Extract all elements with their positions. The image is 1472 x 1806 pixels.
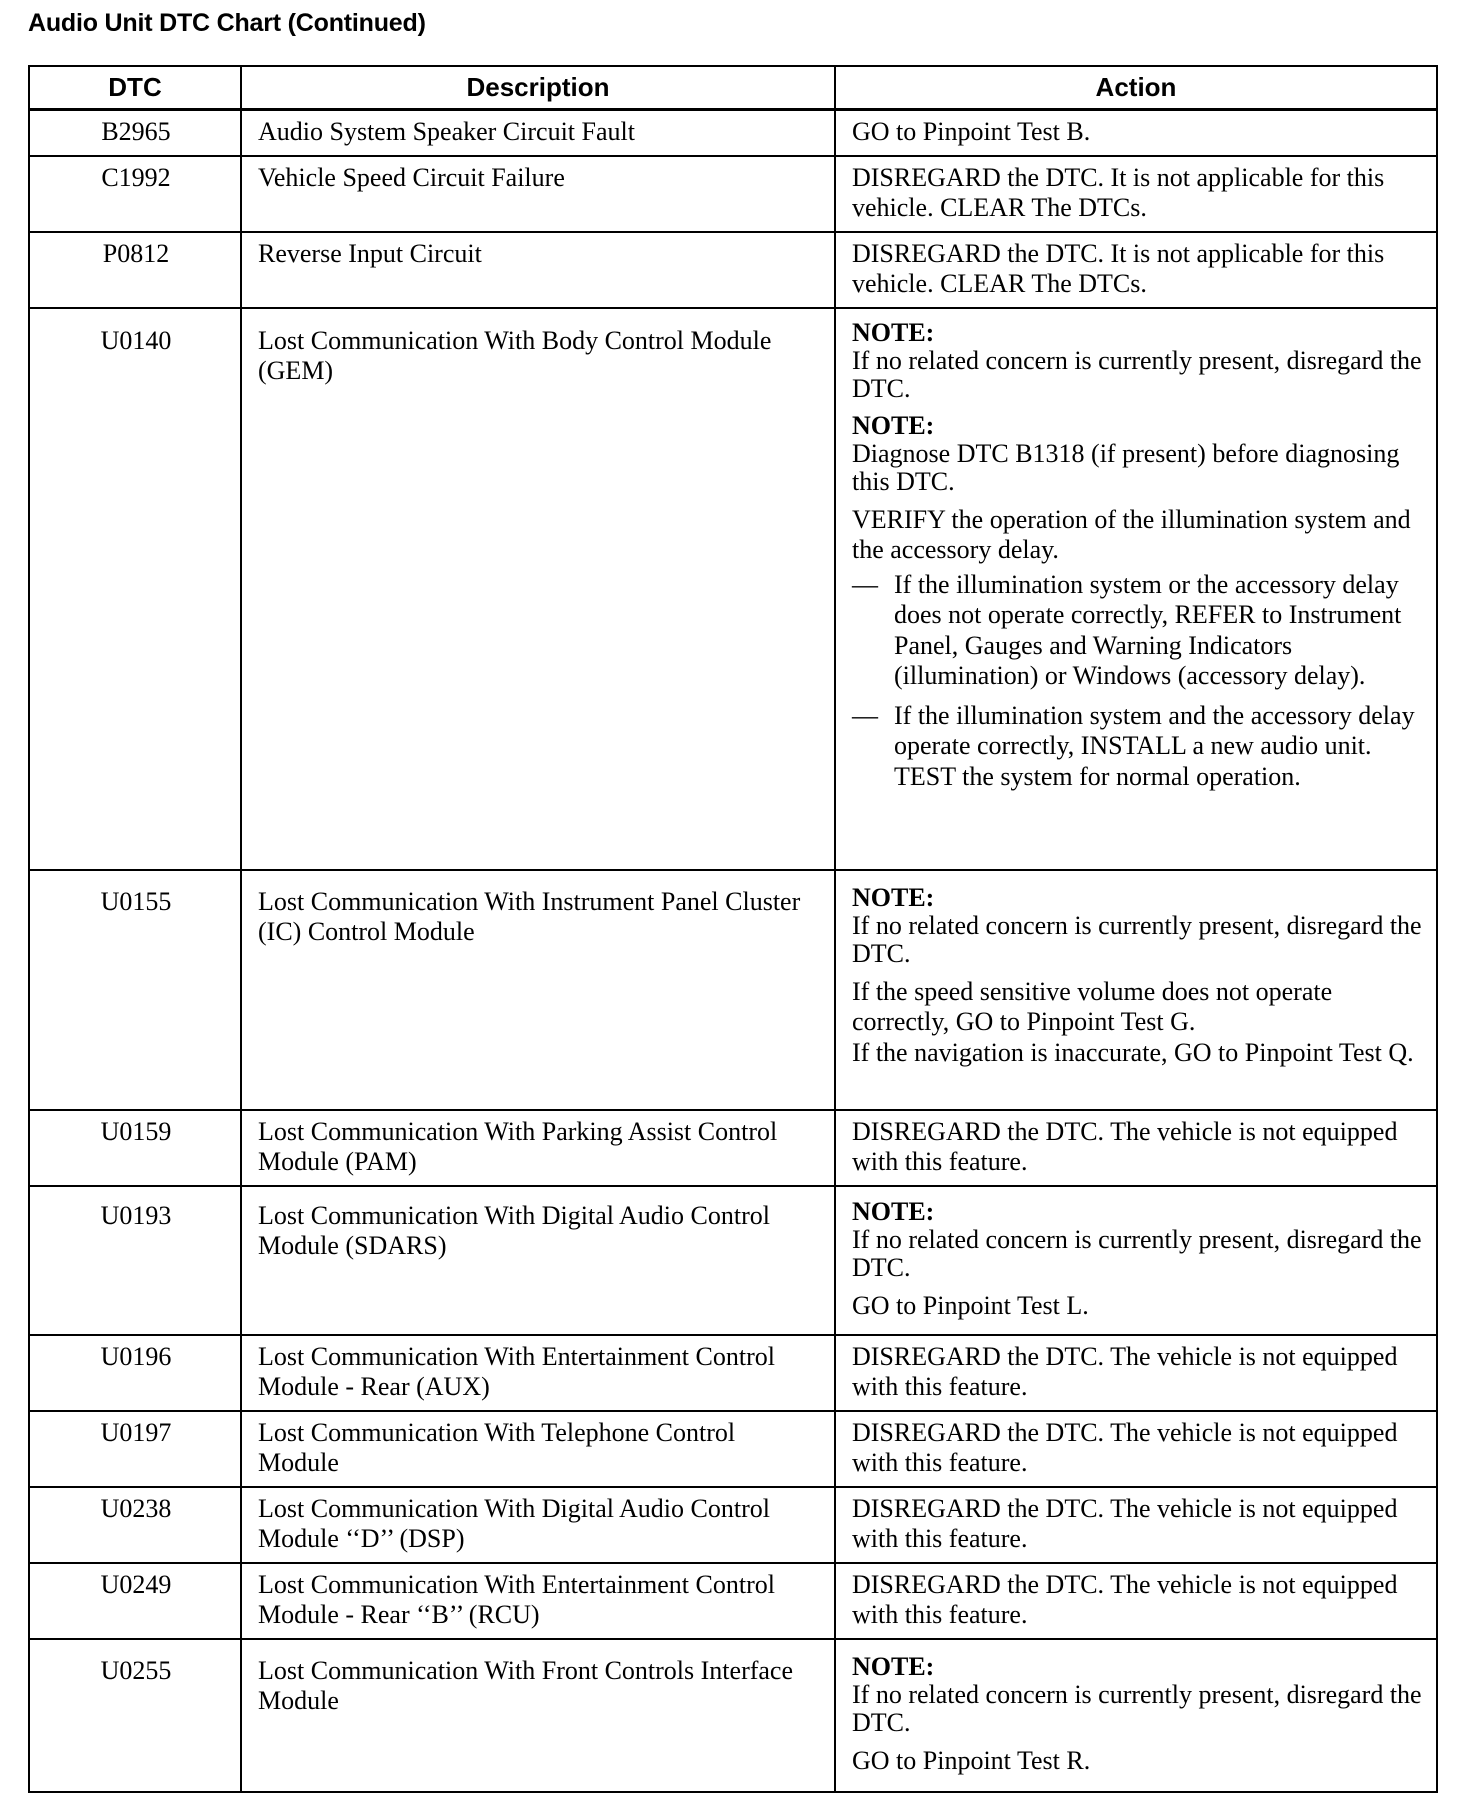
column-header-dtc: DTC [29, 66, 241, 110]
dtc-description: Lost Communication With Digital Audio Control Module (SDARS) [241, 1186, 835, 1335]
dtc-description: Lost Communication With Front Controls Interface Module [241, 1639, 835, 1792]
dtc-code: P0812 [29, 232, 241, 308]
table-row [29, 1110, 1437, 1186]
dtc-action [835, 870, 1437, 1110]
list-item [852, 701, 1422, 793]
action-text: GO to Pinpoint Test L. [852, 1290, 1089, 1320]
table-row [29, 156, 1437, 232]
dtc-action [835, 1487, 1437, 1563]
table-row [29, 1639, 1437, 1792]
note-label: NOTE: [852, 317, 935, 347]
dtc-code: U0238 [29, 1487, 241, 1563]
dtc-description: Lost Communication With Instrument Panel Cluster (IC) Control Module [241, 870, 835, 1110]
column-header-description: Description [241, 66, 835, 110]
dtc-action [835, 1639, 1437, 1792]
dtc-action [835, 110, 1437, 156]
note-label: NOTE: [852, 882, 935, 912]
dtc-description: Lost Communication With Entertainment Control Module - Rear ‘‘B’’ (RCU) [241, 1563, 835, 1639]
dtc-action [835, 1411, 1437, 1487]
table-row [29, 1563, 1437, 1639]
dtc-action [835, 308, 1437, 870]
table-row [29, 870, 1437, 1110]
dtc-action [835, 1186, 1437, 1335]
list-item [852, 570, 1422, 692]
table-row [29, 308, 1437, 870]
dtc-description: Vehicle Speed Circuit Failure [241, 156, 835, 232]
table-row [29, 1335, 1437, 1411]
note-text: If no related concern is currently present, disregard the DTC. [852, 345, 1422, 403]
note-block [852, 1653, 1422, 1737]
action-text: GO to Pinpoint Test B. [852, 117, 1091, 146]
dtc-description: Audio System Speaker Circuit Fault [241, 110, 835, 156]
list-item-text: If the illumination system or the accessory delay does not operate correctly, REFER to Instrument Panel, Gauges and Warning Indicators (illumination) or Windows (accessory delay). [894, 569, 1402, 690]
dtc-code: U0155 [29, 870, 241, 1110]
dtc-code: U0159 [29, 1110, 241, 1186]
dtc-code: C1992 [29, 156, 241, 232]
dtc-code: U0197 [29, 1411, 241, 1487]
note-text: If no related concern is currently present, disregard the DTC. [852, 910, 1422, 968]
dash-bullet-icon: — [852, 700, 878, 730]
table-row [29, 1411, 1437, 1487]
dtc-description: Lost Communication With Parking Assist Control Module (PAM) [241, 1110, 835, 1186]
action-text: VERIFY the operation of the illumination system and the accessory delay. [852, 504, 1411, 564]
list-item-text: If the illumination system and the accessory delay operate correctly, INSTALL a new audio unit. TEST the system for normal operation. [894, 700, 1415, 791]
dtc-action [835, 232, 1437, 308]
table-row [29, 110, 1437, 156]
table-row [29, 1186, 1437, 1335]
action-text: DISREGARD the DTC. The vehicle is not equipped with this feature. [852, 1569, 1398, 1629]
dtc-code: U0255 [29, 1639, 241, 1792]
note-text: If no related concern is currently present, disregard the DTC. [852, 1224, 1422, 1282]
dtc-action [835, 1563, 1437, 1639]
column-header-action: Action [835, 66, 1437, 110]
note-label: NOTE: [852, 1196, 935, 1226]
note-label: NOTE: [852, 410, 935, 440]
dtc-action [835, 1110, 1437, 1186]
note-block [852, 319, 1422, 403]
dtc-code: U0140 [29, 308, 241, 870]
dtc-action [835, 156, 1437, 232]
dtc-description: Lost Communication With Telephone Control Module [241, 1411, 835, 1487]
page-title: Audio Unit DTC Chart (Continued) [28, 9, 426, 37]
dtc-table [28, 65, 1438, 1793]
table-row [29, 1487, 1437, 1563]
dtc-action [835, 1335, 1437, 1411]
action-text: DISREGARD the DTC. It is not applicable for this vehicle. CLEAR The DTCs. [852, 238, 1385, 298]
action-text: GO to Pinpoint Test R. [852, 1745, 1091, 1775]
action-text: DISREGARD the DTC. It is not applicable for this vehicle. CLEAR The DTCs. [852, 162, 1385, 222]
note-text: Diagnose DTC B1318 (if present) before diagnosing this DTC. [852, 438, 1400, 496]
dtc-code: U0196 [29, 1335, 241, 1411]
dtc-code: U0249 [29, 1563, 241, 1639]
action-text: DISREGARD the DTC. The vehicle is not equipped with this feature. [852, 1341, 1398, 1401]
action-text: DISREGARD the DTC. The vehicle is not equipped with this feature. [852, 1417, 1398, 1477]
note-block [852, 884, 1422, 968]
dtc-description: Lost Communication With Body Control Module (GEM) [241, 308, 835, 870]
dtc-description: Lost Communication With Entertainment Control Module - Rear (AUX) [241, 1335, 835, 1411]
dash-bullet-icon: — [852, 569, 878, 599]
dtc-code: B2965 [29, 110, 241, 156]
dtc-code: U0193 [29, 1186, 241, 1335]
note-block [852, 1198, 1422, 1282]
action-text: If the speed sensitive volume does not operate correctly, GO to Pinpoint Test G. [852, 976, 1333, 1036]
note-block [852, 412, 1422, 496]
action-text: If the navigation is inaccurate, GO to Pinpoint Test Q. [852, 1037, 1414, 1067]
note-label: NOTE: [852, 1651, 935, 1681]
dtc-description: Reverse Input Circuit [241, 232, 835, 308]
action-text: DISREGARD the DTC. The vehicle is not equipped with this feature. [852, 1493, 1398, 1553]
table-header-row [29, 66, 1437, 110]
action-text: DISREGARD the DTC. The vehicle is not equipped with this feature. [852, 1116, 1398, 1176]
dtc-description: Lost Communication With Digital Audio Control Module ‘‘D’’ (DSP) [241, 1487, 835, 1563]
note-text: If no related concern is currently present, disregard the DTC. [852, 1679, 1422, 1737]
table-row [29, 232, 1437, 308]
